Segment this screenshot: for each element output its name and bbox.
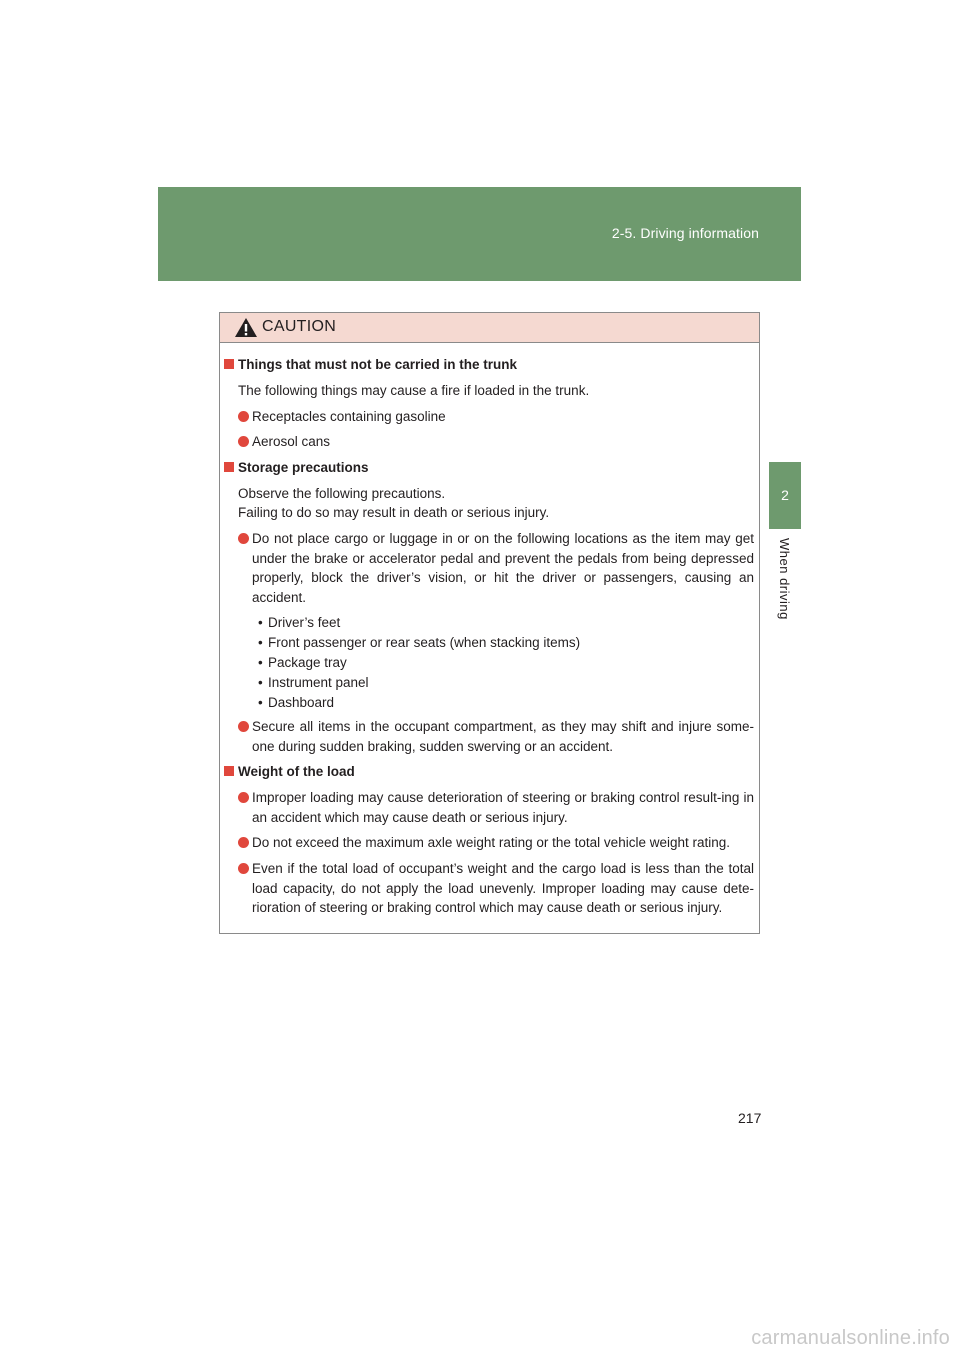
section-heading: Things that must not be carried in the trunk <box>224 355 517 375</box>
page-number: 217 <box>738 1110 762 1126</box>
circle-bullet-icon <box>238 792 249 803</box>
chapter-tab <box>769 462 801 529</box>
list-item: Do not place cargo or luggage in or on the following locations as the item may get under the brake or accelerator pedal and prevent the pedals from being depressed properly, block the driver’s vision, or hit the driver or passengers, causing an accident. <box>238 529 754 607</box>
circle-bullet-icon <box>238 863 249 874</box>
warning-icon <box>234 317 258 338</box>
header-band <box>158 187 801 281</box>
circle-bullet-icon <box>238 837 249 848</box>
list-item: Aerosol cans <box>238 432 754 452</box>
caution-box <box>219 312 760 934</box>
square-bullet-icon <box>224 462 234 472</box>
list-item: Receptacles containing gasoline <box>238 407 754 427</box>
circle-bullet-icon <box>238 411 249 422</box>
circle-bullet-icon <box>238 436 249 447</box>
square-bullet-icon <box>224 766 234 776</box>
sub-list-item: • Driver’s feet <box>258 615 341 630</box>
chapter-label: When driving <box>777 538 792 620</box>
section-heading: Storage precautions <box>224 458 369 478</box>
circle-bullet-icon <box>238 533 249 544</box>
sub-list-item: • Package tray <box>258 655 347 670</box>
square-bullet-icon <box>224 359 234 369</box>
paragraph: Failing to do so may result in death or serious injury. <box>238 505 550 520</box>
paragraph: The following things may cause a fire if loaded in the trunk. <box>238 383 590 398</box>
section-title: 2-5. Driving information <box>611 225 759 241</box>
sub-list-item: • Instrument panel <box>258 675 369 690</box>
paragraph: Observe the following precautions. <box>238 486 446 501</box>
caution-title: CAUTION <box>262 318 337 335</box>
sub-list-item: • Front passenger or rear seats (when stacking items) <box>258 635 581 650</box>
section-heading: Weight of the load <box>224 762 355 782</box>
chapter-number: 2 <box>781 487 789 503</box>
list-item: Improper loading may cause deterioration of steering or braking control result-ing in an accident which may cause death or serious injury. <box>238 788 754 827</box>
watermark-text: carmanualsonline.info <box>751 1327 950 1349</box>
list-item: Do not exceed the maximum axle weight rating or the total vehicle weight rating. <box>238 833 754 853</box>
list-item: Secure all items in the occupant compartment, as they may shift and injure some-one during sudden braking, sudden swerving or an accident. <box>238 717 754 756</box>
list-item: Even if the total load of occupant’s weight and the cargo load is less than the total load capacity, do not apply the load unevenly. Improper loading may cause dete-rioration of steering or braking control which may cause death or serious injury. <box>238 859 754 918</box>
sub-list-item: • Dashboard <box>258 695 335 710</box>
circle-bullet-icon <box>238 721 249 732</box>
caution-header <box>220 313 759 343</box>
